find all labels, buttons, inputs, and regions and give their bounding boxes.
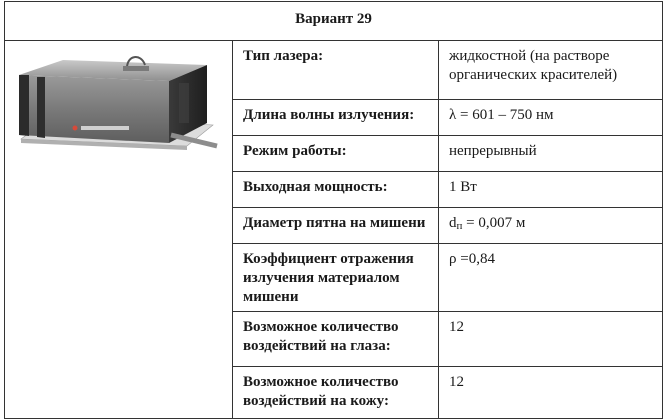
table-row bbox=[5, 41, 663, 100]
property-value: 1 Вт bbox=[439, 172, 663, 208]
property-label: Коэффициент отражения излучения материалом мишени bbox=[233, 244, 439, 312]
variant-table bbox=[4, 1, 663, 419]
property-label: Выходная мощность: bbox=[233, 172, 439, 208]
property-label: Длина волны излучения: bbox=[233, 100, 439, 136]
property-label: Тип лазера: bbox=[233, 41, 439, 100]
property-value: жидкостной (на растворе органических красителей) bbox=[439, 41, 663, 100]
value-number: = 0,007 м bbox=[462, 215, 526, 231]
property-value: 12 bbox=[439, 367, 663, 419]
property-label: Режим работы: bbox=[233, 136, 439, 172]
image-cell bbox=[5, 41, 233, 419]
laser-device-image bbox=[11, 51, 225, 161]
property-value: ρ =0,84 bbox=[439, 244, 663, 312]
variant-title: Вариант 29 bbox=[5, 2, 663, 41]
value-subscript: п bbox=[456, 220, 463, 232]
property-value: непрерывный bbox=[439, 136, 663, 172]
property-value: 12 bbox=[439, 312, 663, 367]
property-value: λ = 601 – 750 нм bbox=[439, 100, 663, 136]
value-symbol: d bbox=[449, 215, 457, 231]
property-value bbox=[439, 208, 663, 244]
property-label: Диаметр пятна на мишени bbox=[233, 208, 439, 244]
property-label: Возможное количество воздействий на кожу: bbox=[233, 367, 439, 419]
variant-sheet bbox=[4, 1, 662, 416]
property-label: Возможное количество воздействий на глаза: bbox=[233, 312, 439, 367]
title-row bbox=[5, 2, 663, 41]
